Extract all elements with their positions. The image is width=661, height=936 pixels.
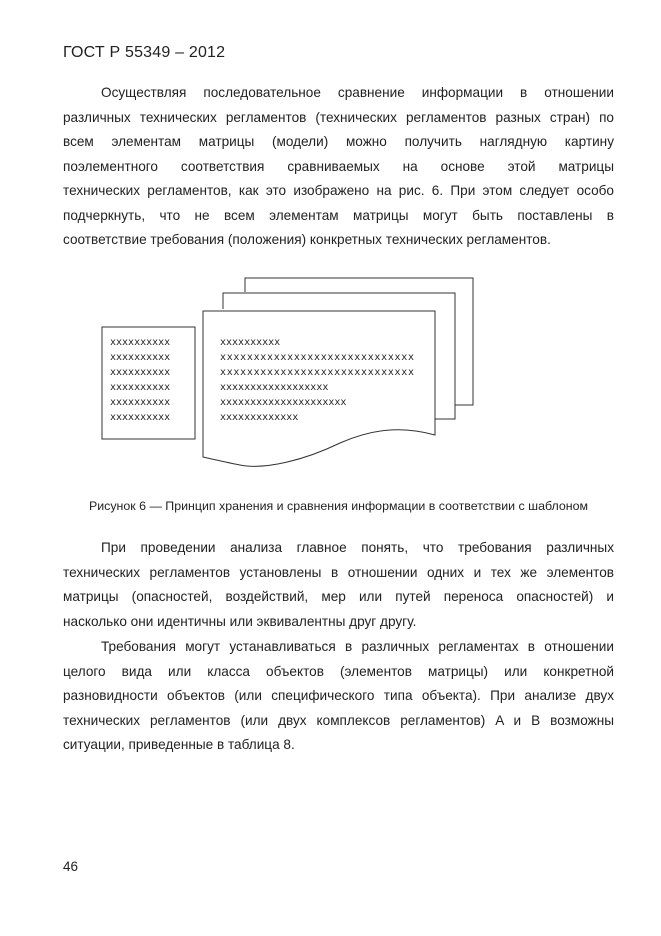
document-stack-diagram <box>100 275 480 470</box>
document-header: ГОСТ Р 55349 – 2012 <box>63 44 226 61</box>
text-line: различных технических регламентов (технических регламентов разных стран) по <box>63 109 614 125</box>
text-line: технических регламентов (или двух комплексов регламентов) A и B возможны <box>63 712 614 728</box>
text-line: матрицы (опасностей, воздействий, мер или путей переноса опасностей) и <box>63 589 614 604</box>
template-line: xxxxxxxxxx <box>110 367 171 378</box>
paragraph-3 <box>63 635 614 758</box>
template-line: xxxxxxxxxx <box>110 352 171 363</box>
page-number: 46 <box>63 859 79 874</box>
text-line: целого вида или класса объектов (элементов матрицы) или конкретной <box>63 663 614 679</box>
text-line: Требования могут устанавливаться в различных регламентах в отношении <box>101 639 614 654</box>
text-line: ситуации, приведенные в таблица 8. <box>63 737 295 752</box>
text-line: соответствие требования (положения) конкретных технических регламентов. <box>63 232 551 247</box>
figure-caption: Рисунок 6 — Принцип хранения и сравнения информации в соответствии с шаблоном <box>88 499 589 513</box>
text-line: технических регламентов установлены в отношении одних и тех же элементов <box>63 564 614 580</box>
document-line: xxxxxxxxxxxxx <box>220 412 299 423</box>
text-line: насколько они идентичны или эквивалентны друг другу. <box>63 613 417 629</box>
text-line: подчеркнуть, что не всем элементам матрицы могут быть поставлены в <box>63 207 614 223</box>
text-line: Осуществляя последовательное сравнение информации в отношении <box>101 85 614 100</box>
document-line: xxxxxxxxxxxxxxxxxx <box>220 382 329 393</box>
text-line: разновидности объектов (или специфического типа объекта). При анализе двух <box>63 688 614 703</box>
text-line: поэлементного соответствия сравниваемых на основе этой матрицы <box>63 158 614 174</box>
document-line: xxxxxxxxxx <box>220 337 281 348</box>
template-line: xxxxxxxxxx <box>110 397 171 408</box>
template-line: xxxxxxxxxx <box>110 337 171 348</box>
text-line: технических регламентов, как это изображено на рис. 6. При этом следует особо <box>63 183 614 198</box>
figure-6 <box>100 275 480 470</box>
text-line: При проведении анализа главное понять, что требования различных <box>101 540 614 555</box>
template-line: xxxxxxxxxx <box>110 382 171 393</box>
text-line: всем элементам матрицы (модели) можно получить наглядную картину <box>63 134 614 149</box>
document-line: xxxxxxxxxxxxxxxxxxxxx <box>220 397 347 408</box>
template-line: xxxxxxxxxx <box>110 412 171 423</box>
document-line: xxxxxxxxxxxxxxxxxxxxxxxxxxxxx <box>220 367 414 378</box>
paragraph-1 <box>63 81 614 253</box>
paragraph-2 <box>63 536 614 634</box>
document-line: xxxxxxxxxxxxxxxxxxxxxxxxxxxxx <box>220 352 414 363</box>
